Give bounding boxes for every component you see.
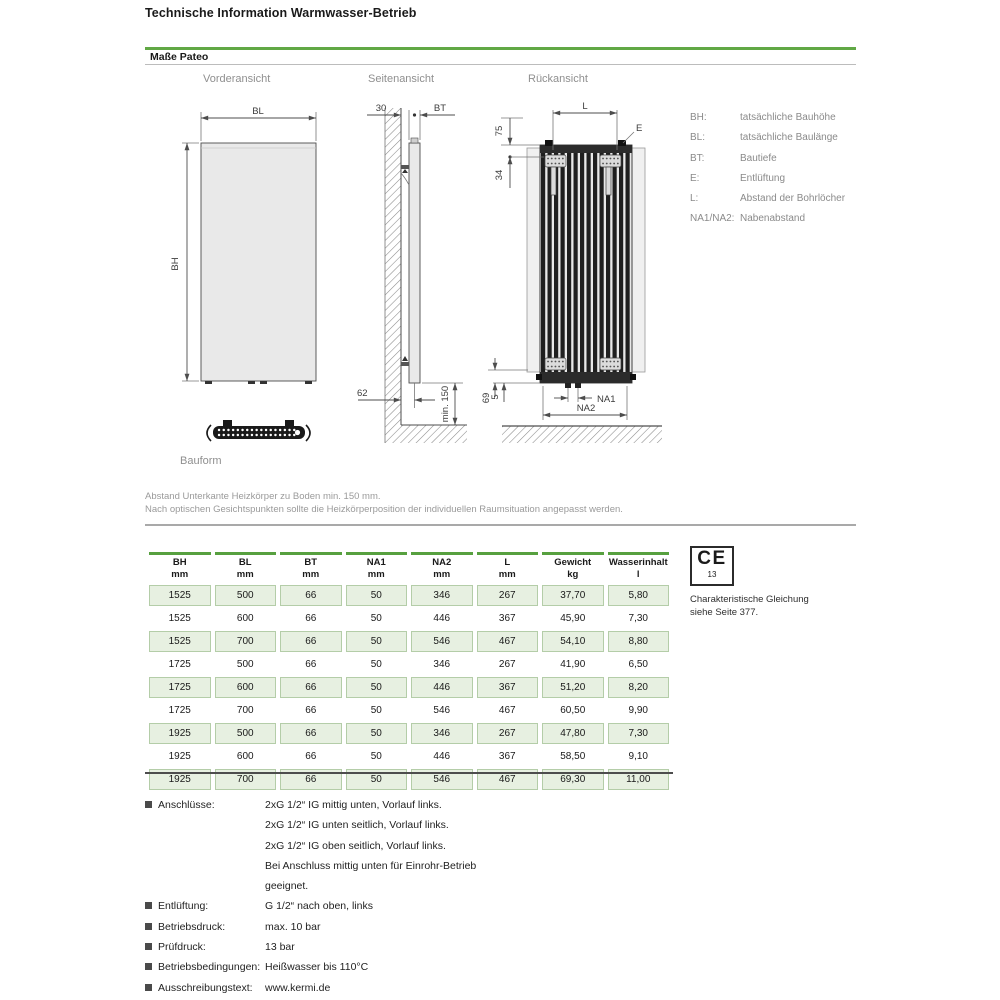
table-cell: 467 xyxy=(477,769,539,790)
legend xyxy=(690,108,865,230)
column-header-label: BL xyxy=(238,557,252,568)
table-cell: 66 xyxy=(280,769,342,790)
table-cell: 1725 xyxy=(149,677,211,698)
ce-mark-number: 13 xyxy=(707,570,717,579)
ce-mark xyxy=(690,546,734,586)
dim-label-bh: BH xyxy=(170,257,181,271)
table-cell: 600 xyxy=(236,613,254,624)
ce-note-line: Charakteristische Gleichung xyxy=(690,594,809,605)
table-cell: 446 xyxy=(433,613,451,624)
table-cell: 66 xyxy=(280,677,342,698)
table-cell: 1525 xyxy=(149,585,211,606)
table-cell: 50 xyxy=(370,751,382,762)
table-cell: 7,30 xyxy=(608,723,670,744)
column-header-unit: l xyxy=(636,569,640,580)
spec-label: Betriebsbedingungen: xyxy=(158,961,261,974)
legend-key: NA1/NA2: xyxy=(690,213,735,225)
table-cell: 1725 xyxy=(168,659,191,670)
section-title: Maße Pateo xyxy=(150,51,209,63)
ce-note xyxy=(690,593,809,619)
table-cell: 47,80 xyxy=(542,723,604,744)
table-row xyxy=(149,585,669,606)
column-header-label: L xyxy=(504,557,511,568)
front-view-drawing xyxy=(170,106,316,384)
table-cell: 11,00 xyxy=(608,769,670,790)
dim-label-30: 30 xyxy=(375,103,387,114)
table-cell: 9,90 xyxy=(628,705,648,716)
table-cell: 6,50 xyxy=(628,659,648,670)
table-row xyxy=(149,631,669,652)
table-cell: 41,90 xyxy=(560,659,586,670)
column-header-unit: mm xyxy=(498,569,516,580)
dim-label-l: L xyxy=(582,101,588,112)
table-cell: 467 xyxy=(498,705,516,716)
legend-value: Nabenabstand xyxy=(740,213,806,225)
note-line: Abstand Unterkante Heizkörper zu Boden min. 150 mm. xyxy=(145,491,381,502)
side-view-label: Seitenansicht xyxy=(368,73,435,85)
column-header-unit: mm xyxy=(171,569,189,580)
table-cell: 1925 xyxy=(149,723,211,744)
legend-value: Bautiefe xyxy=(740,152,777,164)
legend-value: tatsächliche Bauhöhe xyxy=(740,112,836,123)
table-cell: 367 xyxy=(498,751,516,762)
dim-label-bl: BL xyxy=(252,106,264,117)
bullet-square-icon xyxy=(145,943,152,950)
table-cell: 50 xyxy=(370,613,382,624)
table-cell: 600 xyxy=(215,677,277,698)
spec-label: Prüfdruck: xyxy=(158,941,206,954)
bullet-square-icon xyxy=(145,923,152,930)
spec-values xyxy=(265,795,575,896)
table-cell: 467 xyxy=(477,631,539,652)
spec-value-line: 2xG 1/2“ IG oben seitlich, Vorlauf links. xyxy=(265,839,446,852)
table-cell: 1925 xyxy=(168,751,191,762)
spec-values xyxy=(265,917,575,937)
table-cell: 1725 xyxy=(168,705,191,716)
table-cell: 8,20 xyxy=(608,677,670,698)
table-cell: 446 xyxy=(411,677,473,698)
table-cell: 267 xyxy=(498,659,516,670)
column-header xyxy=(411,552,473,583)
bullet-square-icon xyxy=(145,984,152,991)
table-cell: 66 xyxy=(280,585,342,606)
column-header xyxy=(346,552,408,583)
table-cell: 367 xyxy=(477,677,539,698)
spec-item xyxy=(145,978,575,998)
table-cell: 1525 xyxy=(168,613,191,624)
column-header-unit: mm xyxy=(236,569,254,580)
column-header xyxy=(149,552,211,583)
table-cell: 37,70 xyxy=(542,585,604,606)
dim-label-na2: NA2 xyxy=(576,403,596,414)
table-row xyxy=(149,654,669,675)
column-header xyxy=(477,552,539,583)
table-cell: 267 xyxy=(477,585,539,606)
table-cell: 7,30 xyxy=(628,613,648,624)
table-cell: 50 xyxy=(346,769,408,790)
table-cell: 66 xyxy=(305,613,317,624)
column-header xyxy=(215,552,277,583)
spec-value-line: Heißwasser bis 110°C xyxy=(265,961,369,974)
legend-key: E: xyxy=(690,172,700,184)
dim-label-69: 69 xyxy=(481,392,492,404)
table-cell: 546 xyxy=(433,705,451,716)
table-cell: 500 xyxy=(215,723,277,744)
table-cell: 700 xyxy=(215,631,277,652)
dim-label-na1: NA1 xyxy=(597,394,616,405)
dim-label-e: E xyxy=(636,123,643,134)
drawing-notes xyxy=(145,490,623,516)
bauform-label: Bauform xyxy=(180,455,222,467)
table-cell: 50 xyxy=(346,585,408,606)
legend-value: Entlüftung xyxy=(740,172,786,184)
table-row xyxy=(149,700,669,721)
table-cell: 1925 xyxy=(149,769,211,790)
table-cell: 700 xyxy=(236,705,254,716)
legend-row xyxy=(690,149,865,169)
spec-values xyxy=(265,937,575,957)
spec-label: Anschlüsse: xyxy=(158,799,215,811)
table-row xyxy=(149,746,669,767)
spec-values xyxy=(265,978,575,998)
spec-label: Betriebsdruck: xyxy=(158,920,226,933)
column-header-label: NA2 xyxy=(432,557,452,568)
ce-mark-letters: CE xyxy=(697,548,727,569)
bullet-square-icon xyxy=(145,801,152,808)
table-cell: 50 xyxy=(346,677,408,698)
rear-view-label: Rückansicht xyxy=(528,73,588,85)
dim-label-62: 62 xyxy=(357,388,368,399)
column-header-label: BT xyxy=(304,557,318,568)
table-cell: 1525 xyxy=(149,631,211,652)
spec-item xyxy=(145,937,575,957)
table-row xyxy=(149,608,669,629)
table-cell: 9,10 xyxy=(628,751,648,762)
dim-label-75: 75 xyxy=(494,125,505,137)
legend-key: BT: xyxy=(690,152,705,164)
spec-value-line: 13 bar xyxy=(265,941,295,954)
dim-label-bt: BT xyxy=(433,103,447,114)
spec-item xyxy=(145,917,575,937)
column-header-unit: mm xyxy=(367,569,385,580)
section-top-rule xyxy=(145,47,856,50)
table-cell: 5,80 xyxy=(608,585,670,606)
spec-values xyxy=(265,957,575,977)
section-bottom-rule xyxy=(145,64,856,65)
spec-item xyxy=(145,896,575,916)
spec-list xyxy=(145,795,575,998)
table-cell: 500 xyxy=(236,659,254,670)
table-cell: 8,80 xyxy=(608,631,670,652)
legend-value: Abstand der Bohrlöcher xyxy=(740,193,846,205)
bauform-drawing xyxy=(207,420,310,441)
bullet-square-icon xyxy=(145,963,152,970)
ce-note-line: siehe Seite 377. xyxy=(690,607,759,618)
table-row xyxy=(149,677,669,698)
column-header-label: Wasserinhalt xyxy=(608,557,668,568)
column-header-unit: mm xyxy=(433,569,451,580)
table-cell: 51,20 xyxy=(542,677,604,698)
table-cell: 66 xyxy=(305,705,317,716)
table-cell: 50 xyxy=(370,659,382,670)
column-header xyxy=(280,552,342,583)
column-header xyxy=(542,552,604,583)
legend-row xyxy=(690,209,865,229)
table-cell: 446 xyxy=(433,751,451,762)
note-line: Nach optischen Gesichtspunkten sollte die Heizkörperposition der individuellen Raumsituation angepasst werden. xyxy=(145,504,623,515)
table-cell: 546 xyxy=(411,631,473,652)
spec-value-line: www.kermi.de xyxy=(265,981,331,994)
legend-key: BL: xyxy=(690,132,706,144)
column-header xyxy=(608,552,670,583)
spec-label: Entlüftung: xyxy=(158,900,209,913)
spec-label: Ausschreibungstext: xyxy=(158,981,253,994)
table-cell: 367 xyxy=(498,613,516,624)
notes-bottom-rule xyxy=(145,524,856,526)
table-cell: 346 xyxy=(411,585,473,606)
bullet-square-icon xyxy=(145,902,152,909)
table-cell: 50 xyxy=(370,705,382,716)
column-header-label: NA1 xyxy=(366,557,386,568)
legend-row xyxy=(690,128,865,148)
table-cell: 45,90 xyxy=(560,613,586,624)
table-cell: 346 xyxy=(411,723,473,744)
column-header-unit: mm xyxy=(302,569,320,580)
spec-value-line: 2xG 1/2“ IG mittig unten, Vorlauf links. xyxy=(265,799,442,811)
legend-value: tatsächliche Baulänge xyxy=(740,132,838,144)
table-cell: 346 xyxy=(433,659,451,670)
legend-key: L: xyxy=(690,193,699,205)
table-cell: 60,50 xyxy=(560,705,586,716)
legend-row xyxy=(690,169,865,189)
legend-key: BH: xyxy=(690,112,707,123)
table-cell: 66 xyxy=(305,659,317,670)
table-cell: 500 xyxy=(215,585,277,606)
dim-label-34: 34 xyxy=(494,169,505,181)
table-cell: 700 xyxy=(215,769,277,790)
table-cell: 54,10 xyxy=(542,631,604,652)
table-row xyxy=(149,723,669,744)
page-title: Technische Information Warmwasser-Betrieb xyxy=(145,6,417,20)
table-cell: 69,30 xyxy=(542,769,604,790)
column-header-label: BH xyxy=(172,557,187,568)
spec-item xyxy=(145,795,575,896)
spec-value-line: Bei Anschluss mittig unten für Einrohr-Betrieb xyxy=(265,859,477,872)
dimension-table xyxy=(145,550,673,792)
column-header-unit: kg xyxy=(567,569,579,580)
table-header-row xyxy=(149,552,669,583)
legend-row xyxy=(690,108,865,128)
spec-value-line: G 1/2“ nach oben, links xyxy=(265,900,373,913)
table-cell: 66 xyxy=(280,631,342,652)
table-cell: 66 xyxy=(305,751,317,762)
table-bottom-rule xyxy=(145,772,673,774)
table-cell: 600 xyxy=(236,751,254,762)
front-view-label: Vorderansicht xyxy=(203,73,271,85)
table-cell: 50 xyxy=(346,723,408,744)
spec-values xyxy=(265,896,575,916)
spec-value-line: max. 10 bar xyxy=(265,920,321,933)
spec-value-line: geeignet. xyxy=(265,880,309,893)
table-cell: 66 xyxy=(280,723,342,744)
dim-label-min150: min. 150 xyxy=(440,385,451,423)
table-cell: 58,50 xyxy=(560,751,586,762)
spec-item xyxy=(145,957,575,977)
legend-row xyxy=(690,189,865,209)
side-view-drawing xyxy=(357,103,467,443)
column-header-label: Gewicht xyxy=(554,557,592,568)
table-cell: 50 xyxy=(346,631,408,652)
dim-label-5: 5 xyxy=(490,394,501,400)
rear-view-drawing xyxy=(481,101,662,443)
spec-value-line: 2xG 1/2“ IG unten seitlich, Vorlauf links. xyxy=(265,819,449,832)
table-cell: 267 xyxy=(477,723,539,744)
table-cell: 546 xyxy=(411,769,473,790)
